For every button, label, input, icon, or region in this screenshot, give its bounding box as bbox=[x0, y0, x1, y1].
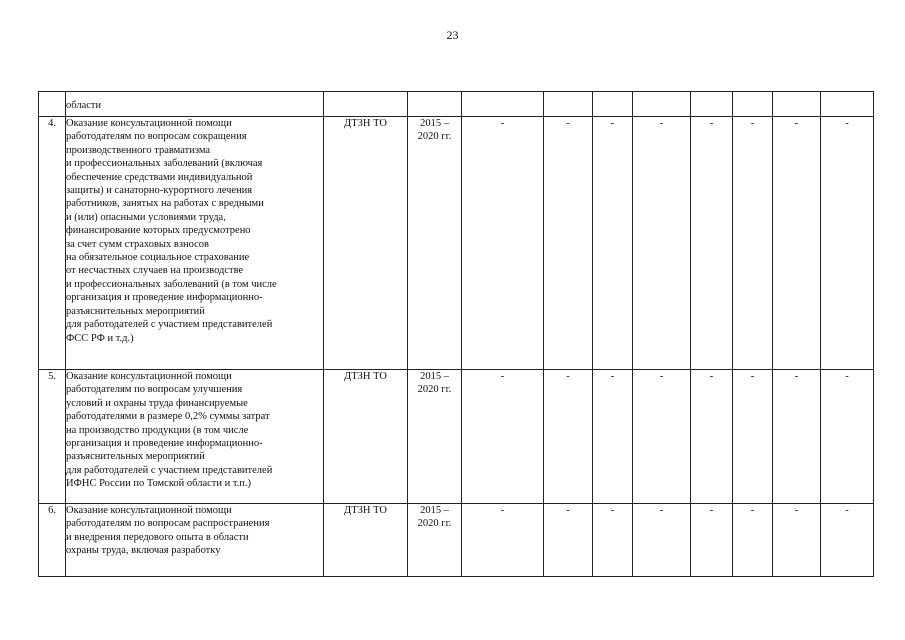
value-cell: - bbox=[733, 117, 773, 370]
row-description-cell bbox=[66, 92, 324, 117]
row-number: 4. bbox=[39, 117, 66, 370]
value-cell: - bbox=[593, 370, 633, 504]
value-cell: - bbox=[733, 370, 773, 504]
table-row bbox=[39, 370, 874, 504]
value-cell bbox=[593, 92, 633, 117]
row-number: 5. bbox=[39, 370, 66, 504]
value-cell: - bbox=[462, 370, 544, 504]
description-line: и профессиональных заболеваний (в том числе bbox=[66, 278, 277, 290]
period-cell bbox=[408, 92, 462, 117]
value-cell: - bbox=[633, 370, 691, 504]
description-line: организация и проведение информационно- bbox=[66, 438, 263, 450]
description-line: условий и охраны труда финансируемые bbox=[66, 397, 248, 409]
description-line: работников, занятых на работах с вредными bbox=[66, 198, 264, 210]
value-cell bbox=[462, 92, 544, 117]
description-line: охраны труда, включая разработку bbox=[66, 545, 221, 557]
row-number-cell bbox=[39, 92, 66, 117]
value-cell: - bbox=[633, 504, 691, 577]
value-cell: - bbox=[773, 504, 821, 577]
value-cell: - bbox=[544, 504, 593, 577]
row-description bbox=[66, 504, 324, 577]
value-cell: - bbox=[821, 504, 874, 577]
description-line: работодателям по вопросам распространения bbox=[66, 518, 270, 530]
description-line: и внедрения передового опыта в области bbox=[66, 531, 249, 543]
description-line: финансирование которых предусмотрено bbox=[66, 225, 251, 237]
description-line: Оказание консультационной помощи bbox=[66, 118, 232, 129]
period-end: 2020 гг. bbox=[417, 384, 452, 396]
value-cell: - bbox=[544, 117, 593, 370]
value-cell: - bbox=[593, 117, 633, 370]
description-line: защиты) и санаторно-курортного лечения bbox=[66, 185, 253, 197]
row-description bbox=[66, 370, 324, 504]
executor-cell: ДТЗН ТО bbox=[324, 117, 408, 370]
description-line: разъяснительных мероприятий bbox=[66, 305, 205, 317]
description-line: разъяснительных мероприятий bbox=[66, 451, 205, 463]
description-line: ФСС РФ и т.д.) bbox=[66, 332, 134, 344]
period-cell bbox=[408, 370, 462, 504]
value-cell bbox=[773, 92, 821, 117]
value-cell bbox=[544, 92, 593, 117]
value-cell bbox=[821, 92, 874, 117]
table-row bbox=[39, 117, 874, 370]
description-line: от несчастных случаев на производстве bbox=[66, 265, 244, 277]
value-cell: - bbox=[462, 504, 544, 577]
value-cell: - bbox=[462, 117, 544, 370]
description-line: производственного травматизма bbox=[66, 144, 211, 156]
value-cell: - bbox=[691, 504, 733, 577]
period-start: 2015 – bbox=[420, 371, 449, 382]
description-line: на обязательное социальное страхование bbox=[66, 252, 250, 264]
value-cell: - bbox=[691, 370, 733, 504]
description-line: работодателям по вопросам улучшения bbox=[66, 384, 243, 396]
description-line: работодателям по вопросам сокращения bbox=[66, 131, 247, 143]
value-cell: - bbox=[691, 117, 733, 370]
value-cell: - bbox=[733, 504, 773, 577]
description-line: организация и проведение информационно- bbox=[66, 292, 263, 304]
value-cell: - bbox=[821, 370, 874, 504]
period-end: 2020 гг. bbox=[417, 131, 452, 143]
value-cell bbox=[691, 92, 733, 117]
period-start: 2015 – bbox=[420, 505, 449, 516]
description-line: и (или) опасными условиями труда, bbox=[66, 211, 226, 223]
description-line: работодателями в размере 0,2% суммы затрат bbox=[66, 411, 270, 423]
measures-table bbox=[38, 91, 874, 577]
description-line: ИФНС России по Томской области и т.п.) bbox=[66, 478, 252, 490]
description-line: обеспечение средствами индивидуальной bbox=[66, 171, 253, 183]
description-line: на производство продукции (в том числе bbox=[66, 424, 249, 436]
executor-cell bbox=[324, 92, 408, 117]
value-cell: - bbox=[633, 117, 691, 370]
value-cell: - bbox=[544, 370, 593, 504]
value-cell: - bbox=[593, 504, 633, 577]
description-line: Оказание консультационной помощи bbox=[66, 505, 232, 516]
executor-cell: ДТЗН ТО bbox=[324, 504, 408, 577]
period-cell bbox=[408, 504, 462, 577]
table-row bbox=[39, 504, 874, 577]
period-end: 2020 гг. bbox=[417, 518, 452, 530]
period-cell bbox=[408, 117, 462, 370]
page-number: 23 bbox=[446, 28, 459, 42]
executor-cell: ДТЗН ТО bbox=[324, 370, 408, 504]
period-start: 2015 – bbox=[420, 118, 449, 129]
description-line: для работодателей с участием представителей bbox=[66, 464, 273, 476]
value-cell: - bbox=[773, 370, 821, 504]
description-line: для работодателей с участием представителей bbox=[66, 319, 273, 331]
value-cell bbox=[733, 92, 773, 117]
table-row-continuation bbox=[39, 92, 874, 117]
row-number: 6. bbox=[39, 504, 66, 577]
value-cell: - bbox=[773, 117, 821, 370]
row-description bbox=[66, 117, 324, 370]
value-cell: - bbox=[821, 117, 874, 370]
continuation-text: области bbox=[66, 100, 102, 111]
description-line: за счет сумм страховых взносов bbox=[66, 238, 209, 250]
description-line: и профессиональных заболеваний (включая bbox=[66, 158, 263, 170]
value-cell bbox=[633, 92, 691, 117]
description-line: Оказание консультационной помощи bbox=[66, 371, 232, 382]
